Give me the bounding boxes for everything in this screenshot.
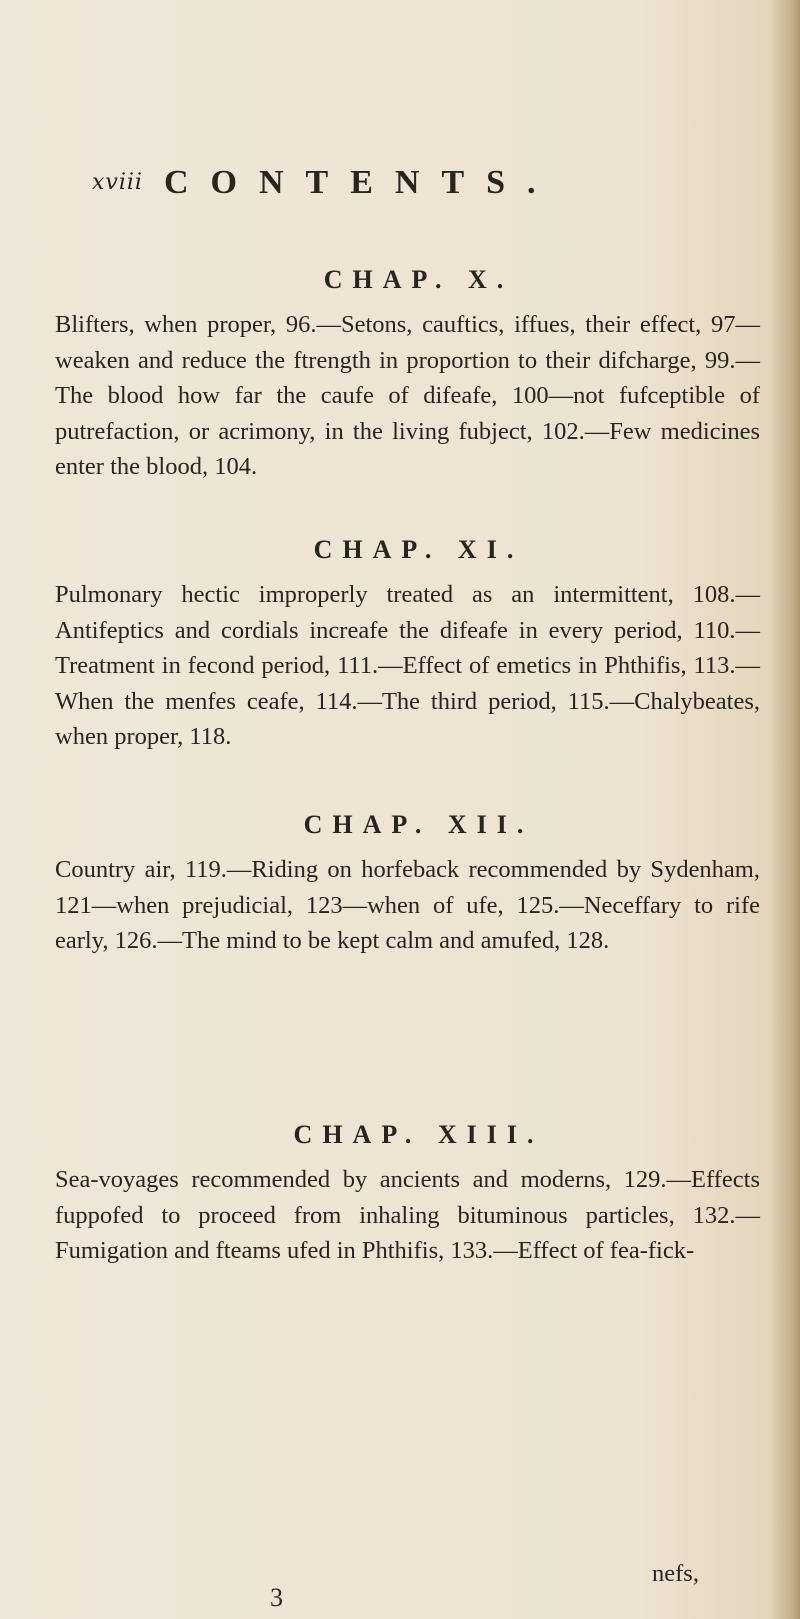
signature-mark: 3 (270, 1583, 283, 1612)
chapter-x-section (55, 265, 760, 485)
chapter-xiii-section (55, 1120, 760, 1269)
chapter-summary: Pulmonary hectic improperly treated as an intermittent, 108.—Antifeptics and cordials increafe the difeafe in every period, 110.—Treatment in fecond period, 111.—Effect of emetics in Phthifis, 113.—When the menfes ceafe, 114.—The third period, 115.—Chalybeates, when proper, 118. (55, 581, 760, 751)
chapter-summary: Country air, 119.—Riding on horfeback recommended by Sydenham, 121—when prejudicial, 123—when of ufe, 125.—Neceffary to rife early, 126.—The mind to be kept calm and amufed, 128. (55, 856, 760, 955)
chapter-summary: Sea-voyages recommended by ancients and moderns, 129.—Effects fuppofed to proceed from inhaling bituminous particles, 132.—Fumigation and fteams ufed in Phthifis, 133.—Effect of fea-fick- (55, 1166, 760, 1265)
chapter-heading: CHAP. XII. (303, 810, 534, 839)
chapter-xi-section (55, 535, 760, 755)
chapter-summary: Blifters, when proper, 96.—Setons, cauftics, iffues, their effect, 97—weaken and reduce the ftrength in proportion to their difcharge, 99.—The blood how far the caufe of difeafe, 100—not fufceptible of putrefaction, or acrimony, in the living fubject, 102.—Few medicines enter the blood, 104. (55, 311, 760, 481)
chapter-heading: CHAP. XI. (313, 535, 524, 564)
running-header (92, 164, 732, 204)
page-edge-shadow (770, 0, 800, 1619)
chapter-heading: CHAP. XIII. (293, 1120, 544, 1149)
running-title: CONTENTS. (164, 164, 558, 201)
chapter-heading: CHAP. X. (323, 265, 514, 294)
catchword: nefs, (652, 1560, 699, 1587)
chapter-xii-section (55, 810, 760, 959)
page-folio: xviii (92, 170, 143, 195)
